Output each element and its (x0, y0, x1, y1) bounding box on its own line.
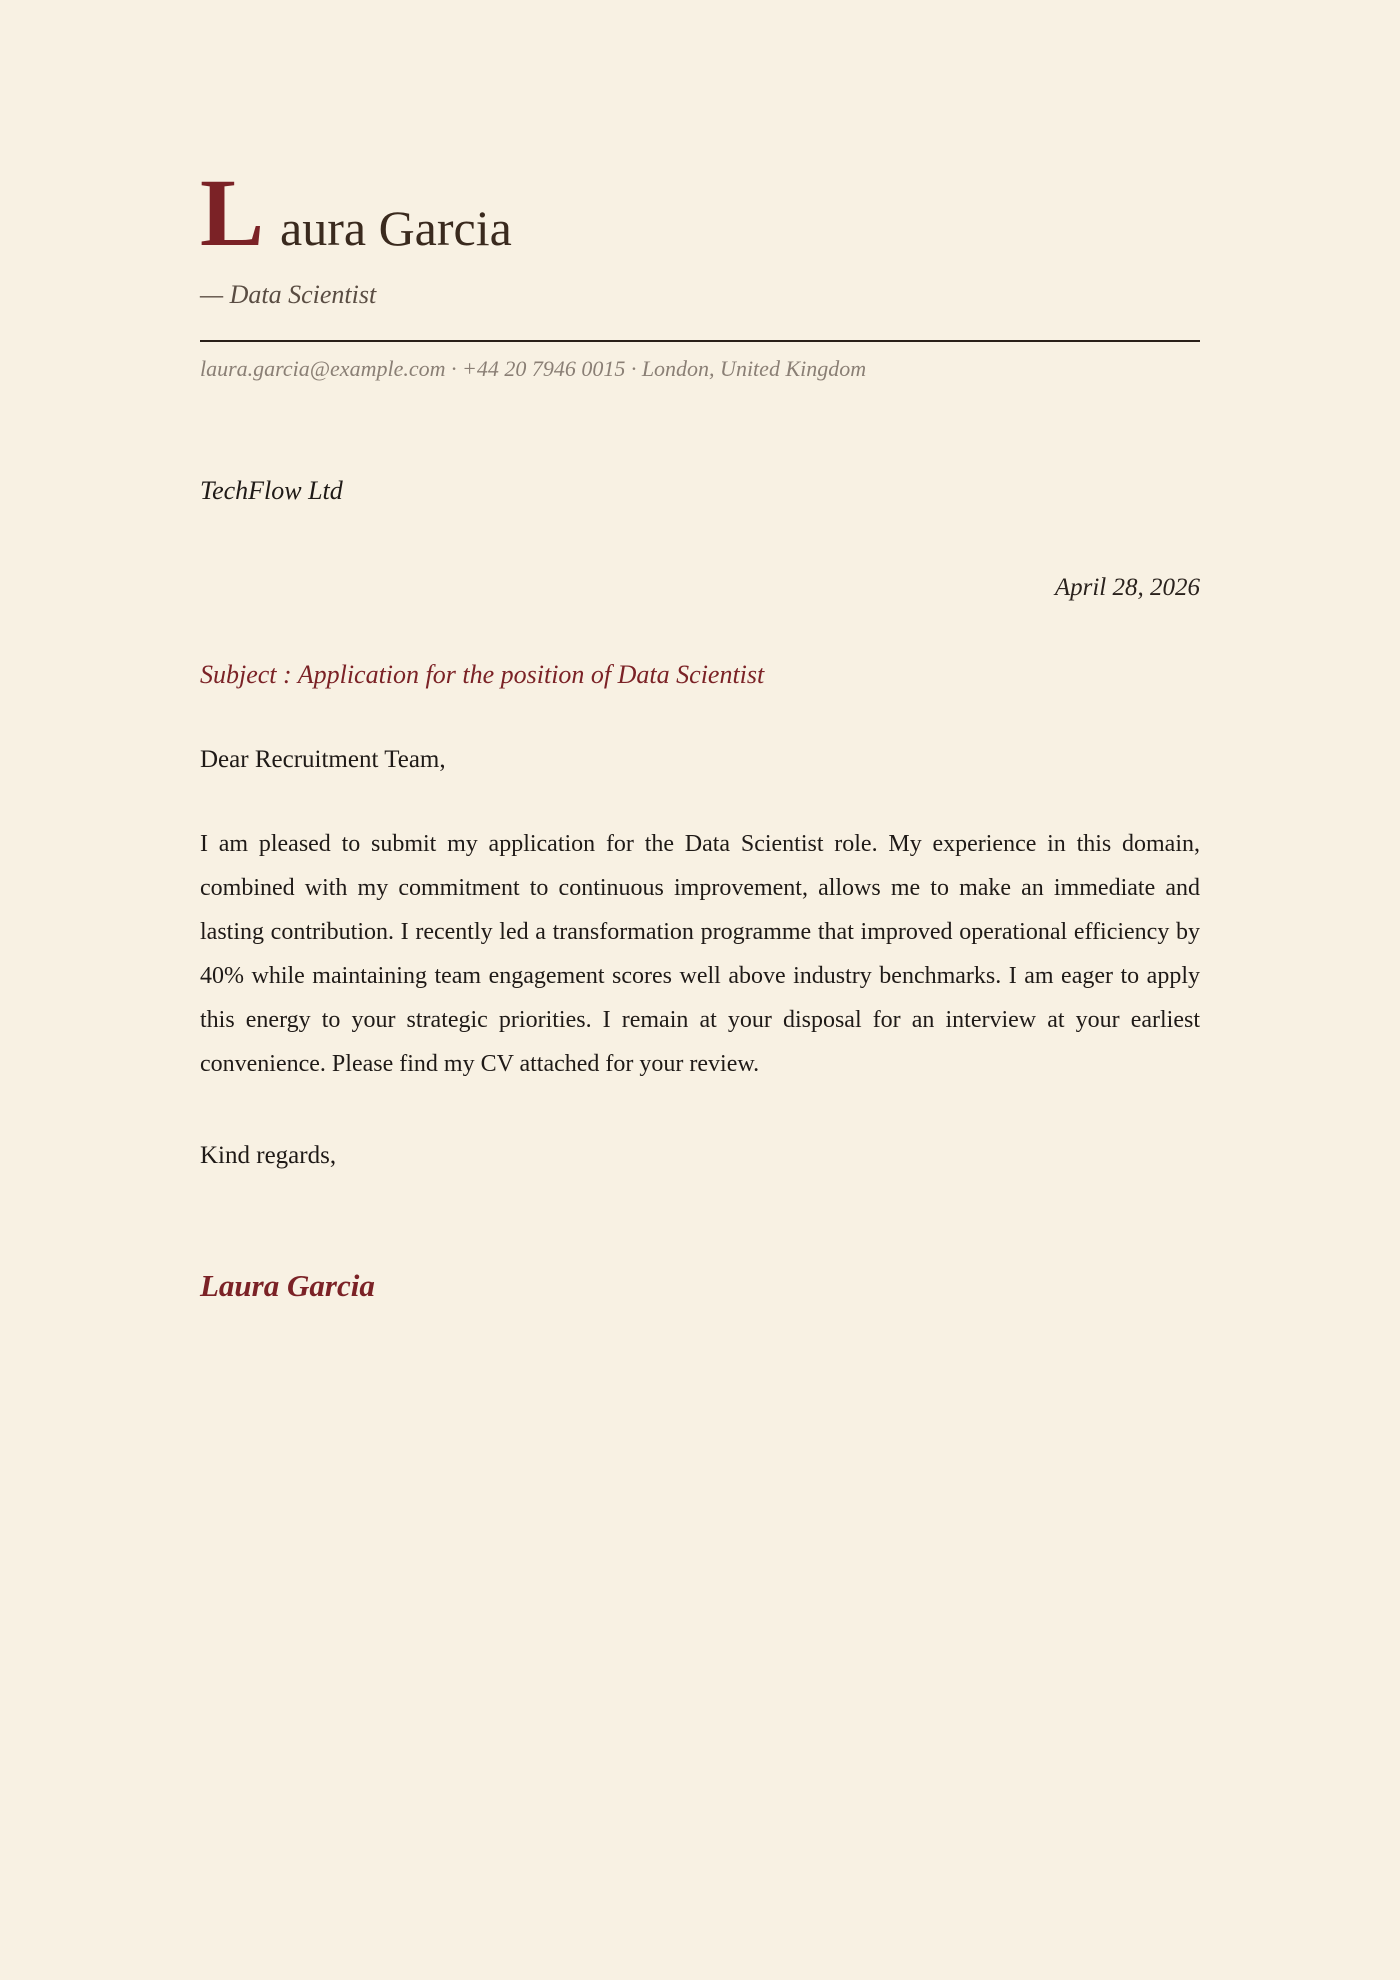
salutation: Dear Recruitment Team, (200, 746, 446, 773)
closing: Kind regards, (200, 1142, 337, 1169)
name-rest: aura Garcia (280, 200, 512, 256)
letter-body: I am pleased to submit my application for the Data Scientist role. My experience in this domain, combined with my commitment to continuous improvement, allows me to make an immediate and lasting contribution. I recently led a transformation programme that improved operational efficiency by 40% while maintaining team engagement scores well above industry benchmarks. I am eager to apply this energy to your strategic priorities. I remain at your disposal for an interview at your earliest convenience. Please find my CV attached for your review. (200, 831, 1200, 1077)
recipient-company: TechFlow Ltd (200, 476, 343, 505)
letter-subject: Subject : Application for the position of Data Scientist (200, 660, 765, 689)
name-initial: L (200, 159, 265, 266)
letter-date: April 28, 2026 (1054, 574, 1200, 601)
header-divider (200, 340, 1200, 342)
job-title: — Data Scientist (200, 280, 377, 309)
sender-name (200, 159, 512, 266)
signature: Laura Garcia (200, 1268, 375, 1303)
contact-info: laura.garcia@example.com · +44 20 7946 0015 · London, United Kingdom (200, 356, 867, 381)
